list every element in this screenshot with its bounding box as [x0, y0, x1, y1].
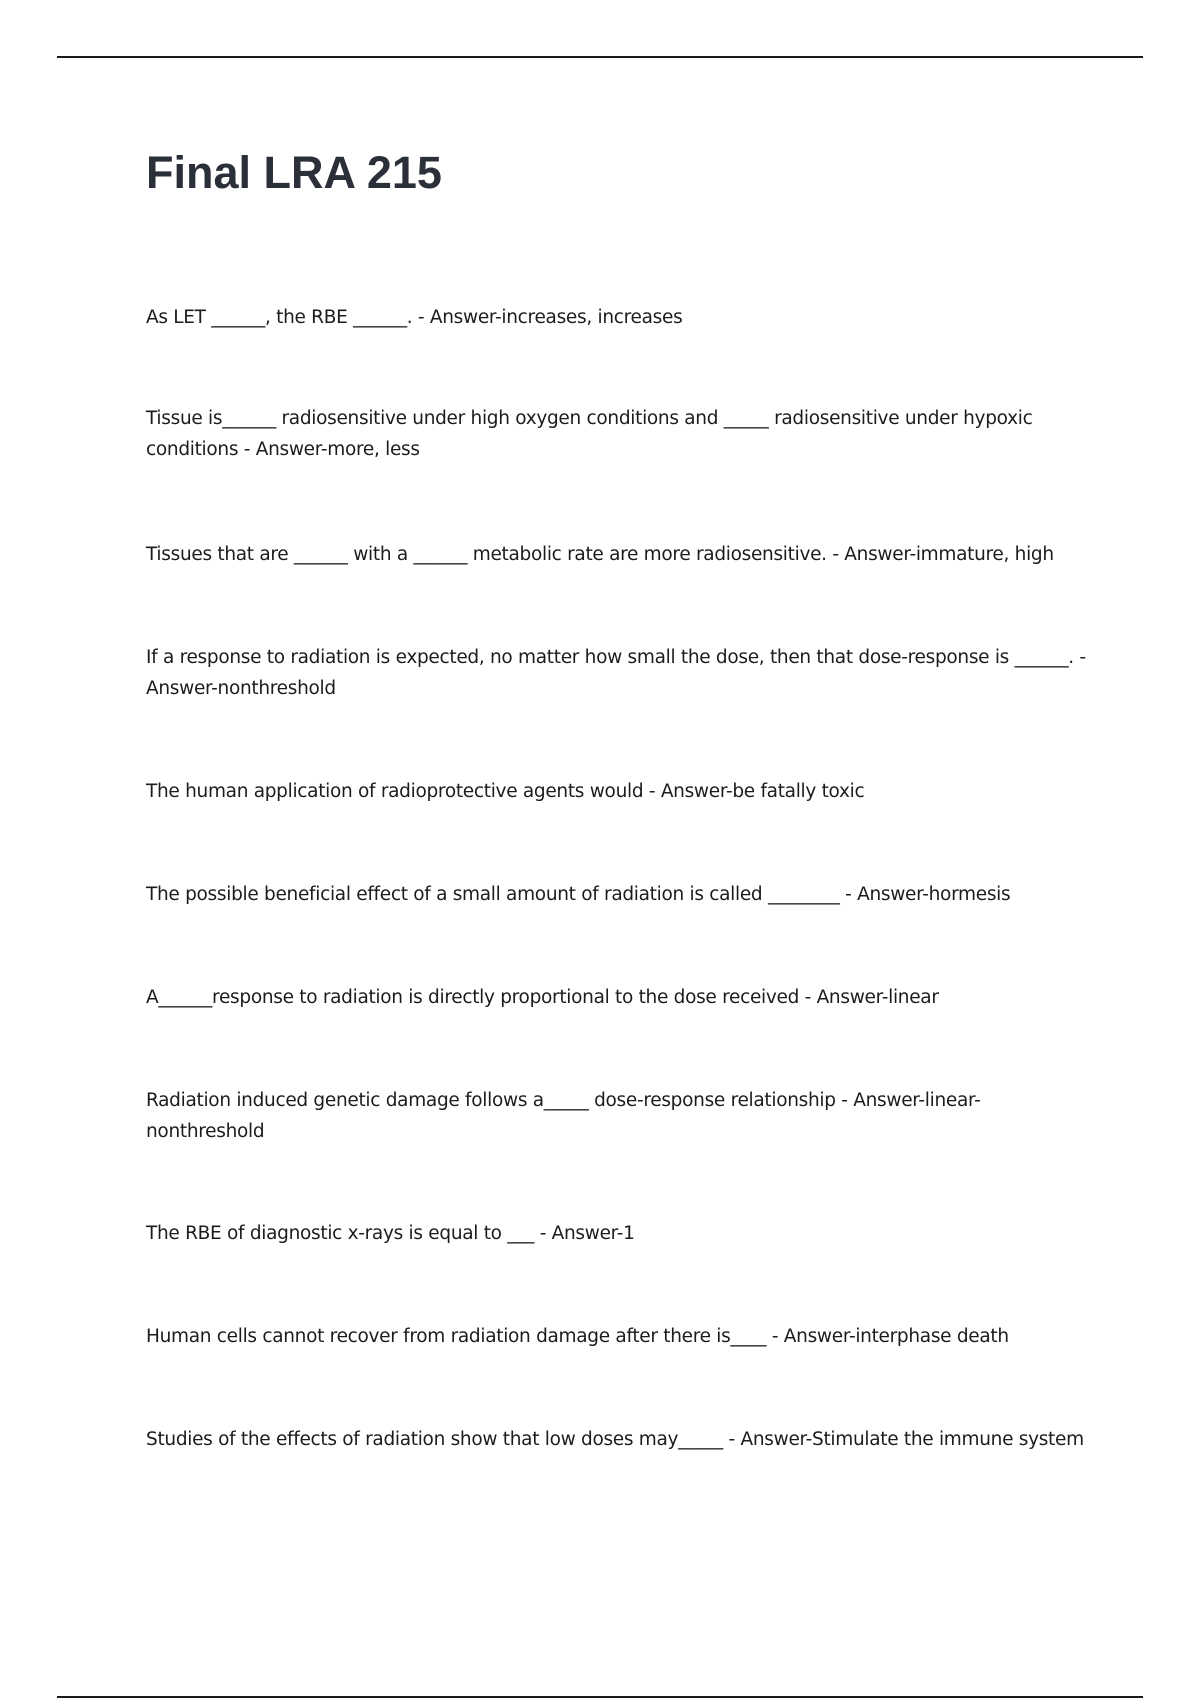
qa-item: Radiation induced genetic damage follows a_____ dose-response relationship - Answer-linear-nonthreshold — [146, 1090, 981, 1142]
document-title: Final LRA 215 — [146, 147, 442, 198]
qa-item: Human cells cannot recover from radiation damage after there is____ - Answer-interphase death — [146, 1326, 1009, 1347]
bottom-rule — [57, 1696, 1143, 1698]
qa-item: Tissues that are ______ with a ______ metabolic rate are more radiosensitive. - Answer-immature, high — [146, 544, 1054, 565]
qa-item: As LET ______, the RBE ______. - Answer-increases, increases — [146, 307, 683, 328]
qa-item: A______response to radiation is directly proportional to the dose received - Answer-linear — [146, 987, 939, 1008]
qa-item: The possible beneficial effect of a small amount of radiation is called ________ - Answer-hormesis — [146, 884, 1011, 905]
qa-item: The human application of radioprotective agents would - Answer-be fatally toxic — [146, 781, 865, 802]
qa-item: If a response to radiation is expected, no matter how small the dose, then that dose-response is ______. - Answer-nonthreshold — [146, 647, 1086, 699]
qa-item: Tissue is______ radiosensitive under high oxygen conditions and _____ radiosensitive under hypoxic conditions - Answer-more, less — [146, 408, 1033, 460]
qa-item: Studies of the effects of radiation show that low doses may_____ - Answer-Stimulate the immune system — [146, 1429, 1084, 1450]
top-rule — [57, 56, 1143, 58]
qa-item: The RBE of diagnostic x-rays is equal to ___ - Answer-1 — [146, 1223, 635, 1244]
